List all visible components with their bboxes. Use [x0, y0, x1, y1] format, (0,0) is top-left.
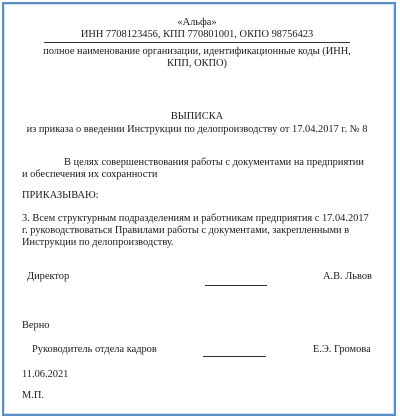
hr-name: Е.Э. Громова [313, 344, 371, 355]
verified-label: Верно [22, 320, 50, 331]
item-line2: г. руководствоваться Правилами работы с документами, закрепленными в [22, 225, 350, 236]
intro-line2: и обеспечения их сохранности [22, 169, 158, 180]
document-subtitle: из приказа о введении Инструкции по делопроизводству от 17.04.2017 г. № 8 [26, 124, 368, 135]
org-name: «Альфа» [177, 17, 217, 28]
header-caption-line1: полное наименование организации, идентификационные коды (ИНН, [43, 46, 351, 57]
order-word: ПРИКАЗЫВАЮ: [22, 190, 99, 201]
director-title: Директор [27, 271, 70, 282]
director-signature-line [205, 285, 267, 286]
item-line1: 3. Всем структурным подразделениям и работникам предприятия с 17.04.2017 [22, 213, 369, 224]
intro-line1: В целях совершенствования работы с документами на предприятии [64, 157, 364, 168]
hr-title: Руководитель отдела кадров [32, 344, 157, 355]
director-name: А.В. Львов [323, 271, 372, 282]
stamp-place: М.П. [22, 390, 44, 401]
header-underline [44, 42, 350, 43]
date: 11.06.2021 [22, 369, 69, 380]
hr-signature-line [203, 356, 266, 357]
item-line3: Инструкции по делопроизводству. [22, 237, 174, 248]
document-title: ВЫПИСКА [170, 111, 224, 122]
org-codes: ИНН 7708123456, КПП 770801001, ОКПО 98756423 [80, 29, 314, 40]
header-caption-line2: КПП, ОКПО) [166, 58, 228, 69]
